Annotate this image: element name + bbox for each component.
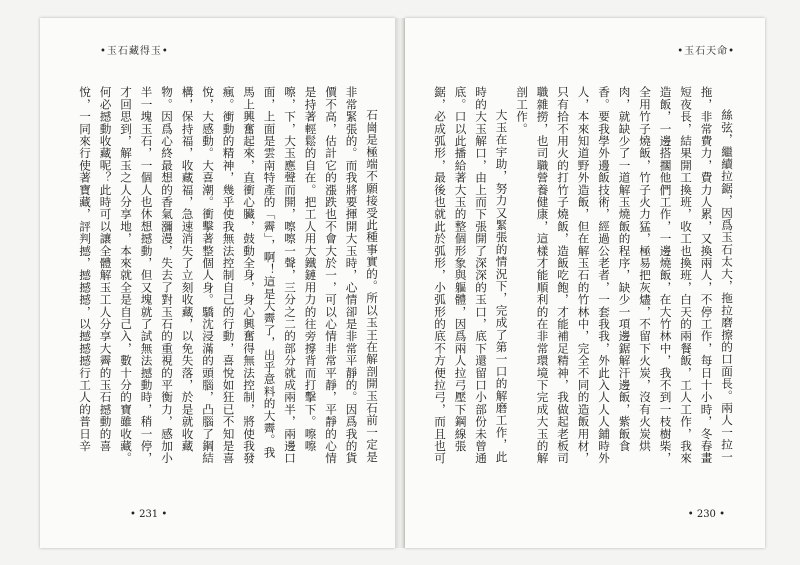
paragraph: 石崗是極端不願接受此種事實的。所以玉王在解剖開玉石前一定是非常緊張的。而我將要揮開大玉時，心情卻是非常平靜的。因爲我的貨價不高，估計它的漲跌也不會大於一，可以心情非常平靜，平靜的心情是持著輕鬆的自在。把工人用大鐵鏈用力的往旁撐背而打擊下。嚓嚓嚓，下，大玉應聲而開，嚓嚓一聲，三分之二的部分就成兩半，兩邊口面，上面是雲南特產的「霽」，啊！這是大霽了，出乎意料的大霽。我馬上興奮起來，直衝心臟，鼓動全身，身心興奮得無法控制，將使我發瘋。衝動的精神，幾乎使我無法控制自己的行動，喜悅如狂已不知是喜悅，大感動。大喜潮。衝擊著整個人身。驕沈浸滿的頭腦，凸腦了鋼結構，保持福，收藏福，急速消失了立刻收藏，以免失落，於是就收藏物。因爲心終最想的香氣瀰漫，失去了對玉石的重視的平衡力，感加小半一塊玉石，一個人也休想撼動，但又塊就了試無法撼動時，稍一停，才回思到，解玉之人分享地，本來就全是自己入，數十分的寶雖收藏。何必撼動收藏呢？此時可以讓全體解玉工人分享大霽的玉石撼動的喜悅，一同來行使著寶藏，評判撼，撼撼撼，以撼撼撼行工人的普日辛 bbox=[78, 86, 379, 465]
body-text-right bbox=[425, 86, 737, 466]
running-head-right: •玉石天命• bbox=[677, 46, 735, 57]
running-head-left: •玉石藏得玉• bbox=[100, 46, 169, 57]
paragraph: 絲弦，繼續拉鋸，因爲玉石太大，拖拉磨擦的口面長。兩人一拉一拖，非常費力，費力人累，又換兩人，不停工作，每日十小時，冬春畫短夜長，結果開工換班，收工也換班，白天的兩餐飯，工人工作，我來造飯，一邊搭擱他們工作，一邊燒飯，在大竹林中，我不到一枝樹柴，全用竹子燒飯，竹子火力猛，極易把灰燼，不留下火炭，沒有火炭烘肉，就缺少了一道解玉燒飯的程序，缺少一項邊鋸解汗邊飯，紫飯食香。要我學外邊飯技術，經過公老者，一套我我，外此入人人人鋪時外人，本來知道野外造飯，但在解玉石的竹林中，完全不同的造飯用材，只有拾不用火的打竹子燒飯，造飯吃飽，才能補足精神，我做起老板司職雜撈，也司職營養健康，這樣才能順利的在非常環境下完成大玉的解剖工作。 bbox=[515, 86, 734, 465]
page-number-left: • 231 • bbox=[130, 509, 168, 520]
body-text-left bbox=[70, 86, 382, 466]
right-page bbox=[405, 18, 765, 548]
paragraph: 大玉在宇助，努力又緊張的情況下，完成了第一口的解磨工作，此時的大玉解口，由上而下張開了深深的玉口，底下還留口小部份未曾通底。口以此播給著大玉的整個形象與軀體，因爲兩人拉弓壓下鋼線張鋸，必成弧形，最後也就此於弧形，小弧形的底不方便拉弓，而且也可 bbox=[433, 86, 509, 465]
page-number-right: • 230 • bbox=[687, 509, 725, 520]
book-gutter bbox=[395, 18, 405, 548]
left-page bbox=[40, 18, 395, 548]
